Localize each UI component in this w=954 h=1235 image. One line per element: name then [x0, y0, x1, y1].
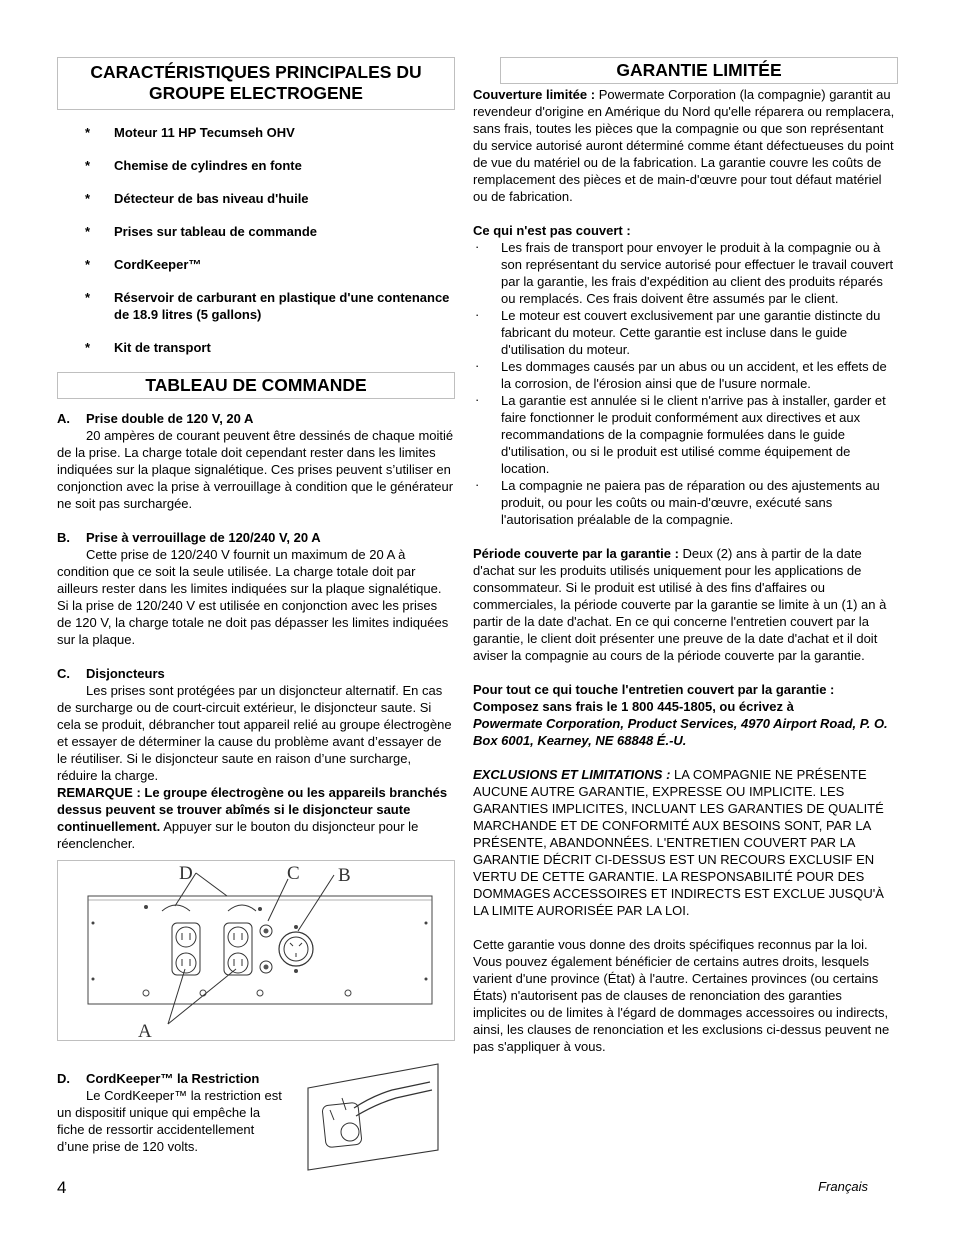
list-item: * CordKeeper™	[85, 257, 202, 272]
page-number: 4	[57, 1178, 67, 1197]
list-item: · Le moteur est couvert exclusivement par une garantie distincte du fabricant du moteur. Cette garantie est incluse dans le guide d'utilisation du moteur.	[475, 307, 881, 357]
period-paragraph: Période couverte par la garantie : Deux (2) ans à partir de la date d'achat sur les produits utilisés uniquement pour les applications de consommateur. Si le produit est utilisé à des fins d'affaires ou commerciales, la période couverte par la garantie se limite à un (1) an à partir de la date d'achat. En ce qui concerne l'entretien couvert par la garantie, le client doit présenter une preuve de la date d'achat et il doit aviser la compagnie au cours de la période couverte par la garantie.	[473, 546, 887, 663]
list-item: * Kit de transport	[85, 340, 211, 355]
section-c-remark: REMARQUE : Le groupe électrogène ou les appareils branchés dessus peuvent se trouver abîmés si le disjoncteur saute continuellement. Appuyer sur le bouton du disjoncteur pour le réenclencher.	[57, 785, 448, 851]
list-item: · Les frais de transport pour envoyer le produit à la compagnie ou à son représentant du service autorisé pour effectuer le travail couvert par la garantie, les frais d'expédition au client des produits réparés ou remplacés. Ces frais doivent être assumés par le client.	[475, 239, 894, 306]
section-c-text: Les prises sont protégées par un disjoncteur alternatif. En cas de surcharge ou de court-circuit extérieur, le disjoncteur saute. Si cela se produit, débrancher tout appareil relié au groupe électrogène et essayer de déterminer la cause du problème avant d’essayer de le réutiliser. Si le disjoncteur saute en raison d’une surcharge, réduire la charge.	[57, 683, 452, 783]
features-list	[57, 124, 455, 356]
exclusions-paragraph: EXCLUSIONS ET LIMITATIONS : LA COMPAGNIE NE PRÉSENTE AUCUNE AUTRE GARANTIE, EXPRESSE OU IMPLICITE. LES GARANTIES IMPLICITES, INCLUANT LES GARANTIES DE QUALITÉ MARCHANDE ET DE CONFORMITÉ AUX BESOINS SONT, PAR LA PRÉSENTE, ABANDONNÉES. L'ENTRETIEN COUVERT PAR LA GARANTIE DÉCRIT CI-DESSUS EST UN RECOURS EXCLUSIF EN VERTU DE CETTE GARANTIE. LA RESPONSABILITÉ POUR DES DOMMAGES ACCESSOIRES ET INDIRECTS EST EXCLUE JUSQU'À LA LIMITE AURORISÉE PAR LA LOI.	[473, 767, 884, 918]
panel-heading: TABLEAU DE COMMANDE	[57, 372, 455, 399]
figure-label-d: D	[179, 863, 193, 884]
service-address: Powermate Corporation, Product Services, 4970 Airport Road, P. O. Box 6001, Kearney, NE 68848 É.-U.	[473, 716, 888, 748]
right-column	[473, 57, 898, 1055]
language-label: Français	[818, 1179, 868, 1194]
figure-label-b: B	[338, 865, 351, 886]
features-heading: CARACTÉRISTIQUES PRINCIPALES DU GROUPE ELECTROGENE	[57, 57, 455, 110]
duplex-outlet-left	[172, 923, 200, 975]
not-covered-heading: Ce qui n'est pas couvert :	[473, 223, 631, 238]
section-c: C. Disjoncteurs Les prises sont protégées par un disjoncteur alternatif. En cas de surcharge ou de court-circuit extérieur, le disjoncteur saute. Si cela se produit, débrancher tout appareil relié au groupe électrogène et essayer de déterminer la cause du problème avant d’essayer de le réutiliser. Si le disjoncteur saute en raison d’une surcharge, réduire la charge. REMARQUE : Le groupe électrogène ou les appareils branchés dessus peuvent se trouver abîmés si le disjoncteur saute continuellement. Appuyer sur le bouton du disjoncteur pour le réenclencher.	[57, 665, 455, 852]
cordkeeper-drawing	[300, 1060, 442, 1172]
section-d-text: Le CordKeeper™ la restriction est un dispositif unique qui empêche la fiche de ressortir accidentellement d’une prise de 120 volts.	[57, 1088, 282, 1154]
section-b-text: Cette prise de 120/240 V fournit un maximum de 20 A à condition que ce soit la seule utilisée. La charge totale doit par ailleurs rester dans les limites indiquées sur la plaque signalétique. Si la prise de 120/240 V est utilisée en conjonction avec les prises de 120 V, la charge totale ne doit pas dépasser les limites indiquées sur la plaque.	[57, 547, 449, 647]
list-item: * Détecteur de bas niveau d'huile	[85, 191, 309, 206]
list-item: · Les dommages causés par un abus ou un accident, et les effets de la corrosion, de l'érosion ainsi que de l'usure normale.	[475, 358, 887, 391]
figure-label-a: A	[138, 1021, 152, 1040]
section-a-text: 20 ampères de courant peuvent être dessinés de chaque moitié de la prise. La charge totale doit cependant rester dans les limites indiquées sur la plaque signalétique. Ces prises peuvent s’utiliser en conjonction avec la prise à verrouillage à condition que le générateur ne soit pas surchargée.	[57, 428, 454, 511]
section-a: A. Prise double de 120 V, 20 A 20 ampères de courant peuvent être dessinés de chaque moitié de la prise. La charge totale doit cependant rester dans les limites indiquées sur la plaque signalétique. Ces prises peuvent s’utiliser en conjonction avec la prise à verrouillage à condition que le générateur ne soit pas surchargée.	[57, 411, 454, 511]
control-panel-figure	[57, 860, 455, 1041]
section-d: D. CordKeeper™ la Restriction Le CordKeeper™ la restriction est un dispositif unique qui empêche la fiche de ressortir accidentellement d’une prise de 120 volts.	[57, 1070, 455, 1155]
control-panel-drawing	[58, 861, 454, 1040]
coverage-paragraph: Couverture limitée : Powermate Corporation (la compagnie) garantit au revendeur d'origine en Amérique du Nord qu'elle réparera ou remplacera, sans frais, toutes les pièces que la compagnie ou que son représentant du service autorisé auront déterminé comme étant défectueuses du point de vue du matériel ou de la fabrication. La garantie couvre les coûts de remplacement des pièces et de main-d'œuvre pour tout défaut matériel ou de fabrication.	[473, 87, 895, 204]
locking-outlet	[279, 925, 313, 973]
list-item: · La compagnie ne paiera pas de réparation ou des ajustements au produit, ou pour les coûts ou main-d'œuvre, exécuté sans l'autorisation préalable de la compagnie.	[475, 477, 880, 527]
service-line-1: Pour tout ce qui touche l'entretien couvert par la garantie :	[473, 682, 835, 697]
duplex-outlet-right	[224, 923, 252, 975]
list-item: · La garantie est annulée si le client n'arrive pas à installer, garder et faire fonctionner le produit conformément aux directives et aux recommandations de la compagnie formulées dans le guide d'utilisation, ou si le produit est utilisé comme équipement de location.	[475, 392, 886, 476]
figure-label-c: C	[287, 863, 300, 884]
section-b: B. Prise à verrouillage de 120/240 V, 20 A Cette prise de 120/240 V fournit un maximum de 20 A à condition que ce soit la seule utilisée. La charge totale doit par ailleurs rester dans les limites indiquées sur la plaque signalétique. Si la prise de 120/240 V est utilisée en conjonction avec les prises de 120 V, la charge totale ne doit pas dépasser les limites indiquées sur la plaque.	[57, 529, 455, 648]
list-item: * Prises sur tableau de commande	[85, 224, 318, 239]
left-column	[57, 57, 455, 1155]
rights-paragraph: Cette garantie vous donne des droits spécifiques reconnus par la loi. Vous pouvez également bénéficier de certains autres droits, lesquels varient d'une province (État) à l'autre. Certaines provinces (ou certains États) n'autorisent pas de clauses de renonciation des garanties implicites ou de limites à l'égard de dommages accessoires ou indirects, ainsi, les clauses de renonciation et les exclusions ci-dessus peuvent ne pas s'appliquer à vous.	[473, 937, 890, 1054]
service-line-2: Composez sans frais le 1 800 445-1805, ou écrivez à	[473, 699, 794, 714]
not-covered-list	[473, 239, 898, 528]
list-item: * Chemise de cylindres en fonte	[85, 158, 302, 173]
list-item: * Réservoir de carburant en plastique d'une contenance de 18.9 litres (5 gallons)	[85, 290, 450, 322]
warranty-heading: GARANTIE LIMITÉE	[500, 57, 898, 84]
list-item: * Moteur 11 HP Tecumseh OHV	[85, 125, 295, 140]
